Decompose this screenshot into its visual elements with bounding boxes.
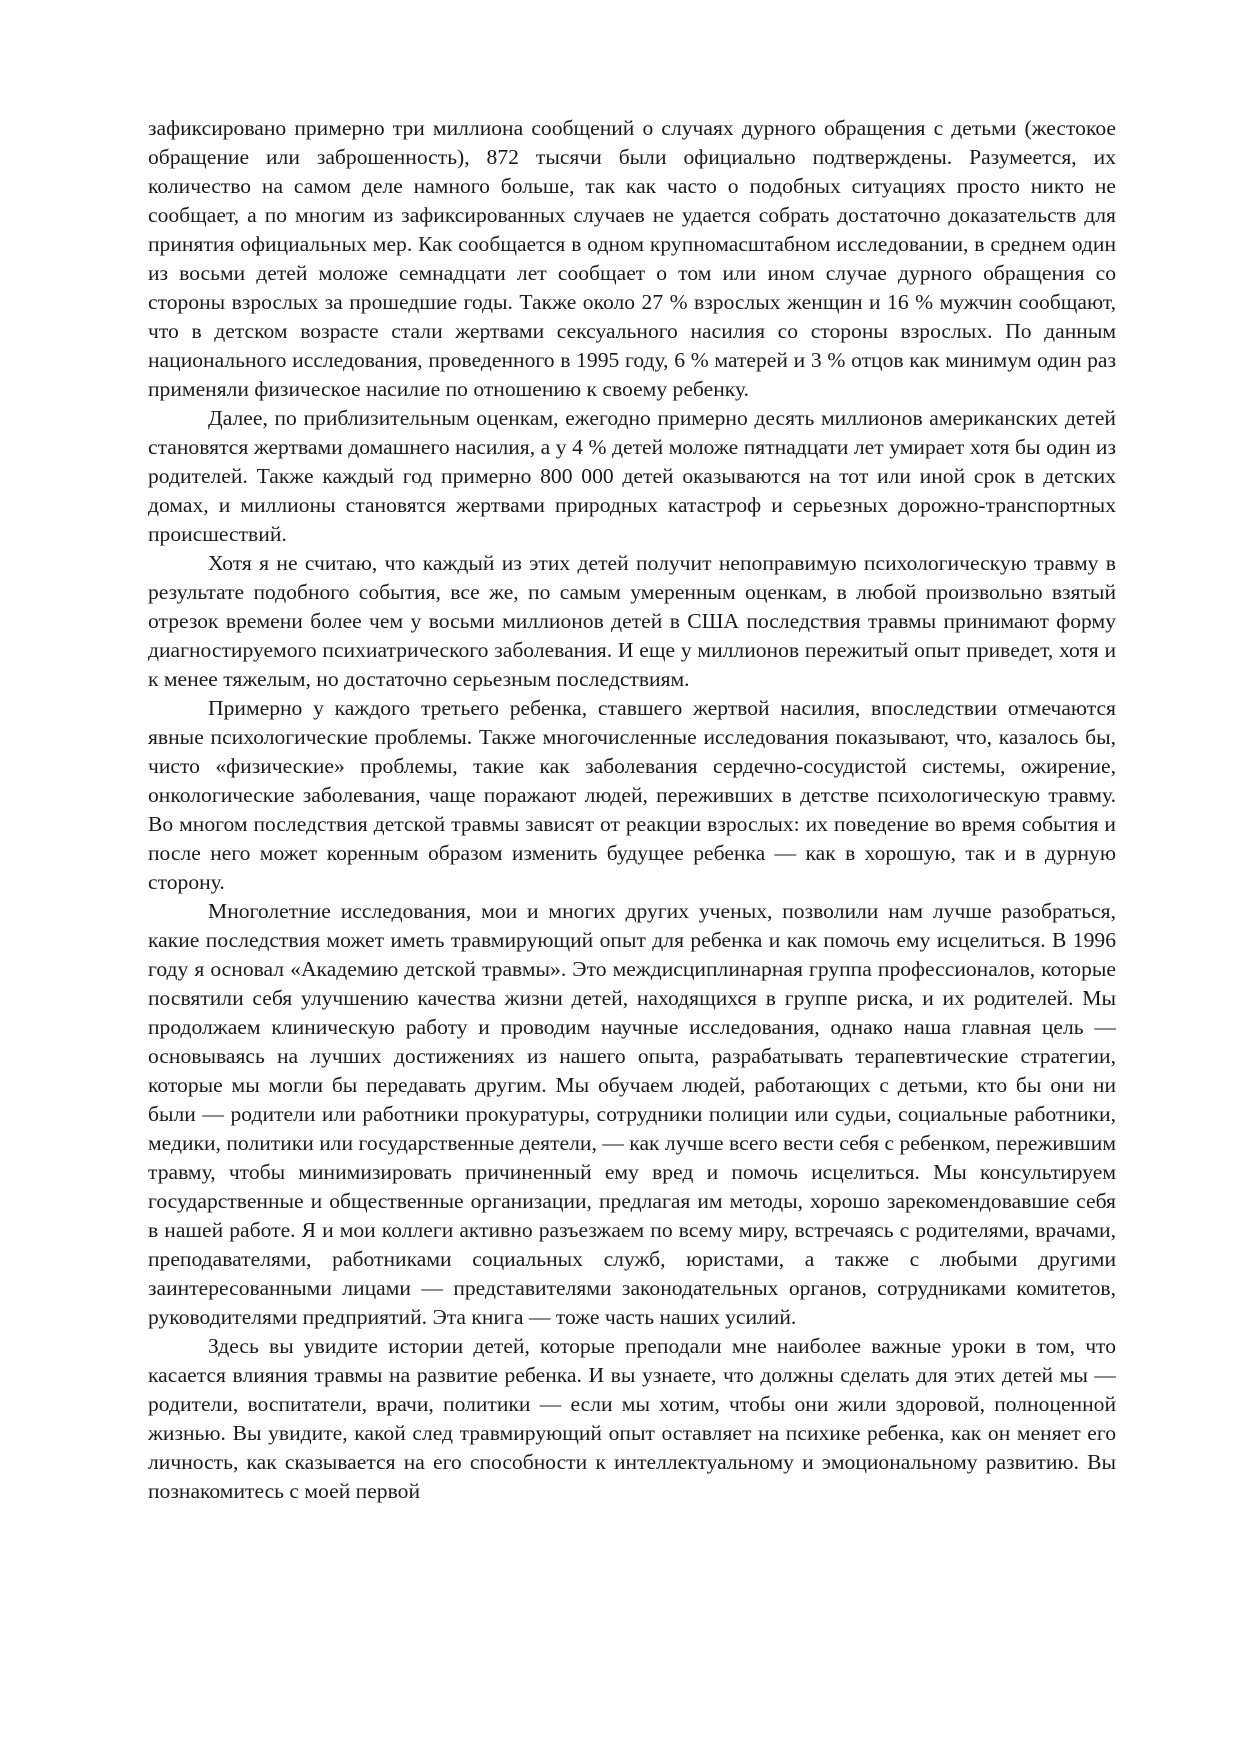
paragraph-5: Многолетние исследования, мои и многих других ученых, позволили нам лучше разобраться, какие последствия может иметь травмирующий опыт для ребенка и как помочь ему исцелиться. В 1996 году я основал «Академию детской травмы». Это междисциплинарная группа профессионалов, которые посвятили себя улучшению качества жизни детей, находящихся в группе риска, и их родителей. Мы продолжаем клиническую работу и проводим научные исследования, однако наша главная цель — основываясь на лучших достижениях из нашего опыта, разрабатывать терапевтические стратегии, которые мы могли бы передавать другим. Мы обучаем людей, работающих с детьми, кто бы они ни были — родители или работники прокуратуры, сотрудники полиции или судьи, социальные работники, медики, политики или государственные деятели, — как лучше всего вести себя с ребенком, пережившим травму, чтобы минимизировать причиненный ему вред и помочь исцелиться. Мы консультируем государственные и общественные организации, предлагая им методы, хорошо зарекомендовавшие себя в нашей работе. Я и мои коллеги активно разъезжаем по всему миру, встречаясь с родителями, врачами, преподавателями, работниками социальных служб, юристами, а также с любыми другими заинтересованными лицами — представителями законодательных органов, сотрудниками комитетов, руководителями предприятий. Эта книга — тоже часть наших усилий. <box>148 899 1116 1329</box>
paragraph-6: Здесь вы увидите истории детей, которые преподали мне наиболее важные уроки в том, что касается влияния травмы на развитие ребенка. И вы узнаете, что должны сделать для этих детей мы — родители, воспитатели, врачи, политики — если мы хотим, чтобы они жили здоровой, полноценной жизнью. Вы увидите, какой след травмирующий опыт оставляет на психике ребенка, как он меняет его личность, как сказывается на его способности к интеллектуальному и эмоциональному развитию. Вы познакомитесь с моей первой <box>148 1334 1116 1503</box>
paragraph-1: зафиксировано примерно три миллиона сообщений о случаях дурного обращения с детьми (жестокое обращение или заброшенность), 872 тысячи были официально подтверждены. Разумеется, их количество на самом деле намного больше, так как часто о подобных ситуациях просто никто не сообщает, а по многим из зафиксированных случаев не удается собрать достаточно доказательств для принятия официальных мер. Как сообщается в одном крупномасштабном исследовании, в среднем один из восьми детей моложе семнадцати лет сообщает о том или ином случае дурного обращения со стороны взрослых за прошедшие годы. Также около 27 % взрослых женщин и 16 % мужчин сообщают, что в детском возрасте стали жертвами сексуального насилия со стороны взрослых. По данным национального исследования, проведенного в 1995 году, 6 % матерей и 3 % отцов как минимум один раз применяли физическое насилие по отношению к своему ребенку. <box>148 116 1116 401</box>
paragraph-3: Хотя я не считаю, что каждый из этих детей получит непоправимую психологическую травму в результате подобного события, все же, по самым умеренным оценкам, в любой произвольно взятый отрезок времени более чем у восьми миллионов детей в США последствия травмы принимают форму диагностируемого психиатрического заболевания. И еще у миллионов пережитый опыт приведет, хотя и к менее тяжелым, но достаточно серьезным последствиям. <box>148 551 1116 691</box>
paragraph-4: Примерно у каждого третьего ребенка, ставшего жертвой насилия, впоследствии отмечаются явные психологические проблемы. Также многочисленные исследования показывают, что, казалось бы, чисто «физические» проблемы, такие как заболевания сердечно-сосудистой системы, ожирение, онкологические заболевания, чаще поражают людей, переживших в детстве психологическую травму. Во многом последствия детской травмы зависят от реакции взрослых: их поведение во время события и после него может коренным образом изменить будущее ребенка — как в хорошую, так и в дурную сторону. <box>148 696 1116 894</box>
paragraph-2: Далее, по приблизительным оценкам, ежегодно примерно десять миллионов американских детей становятся жертвами домашнего насилия, а у 4 % детей моложе пятнадцати лет умирает хотя бы один из родителей. Также каждый год примерно 800 000 детей оказываются на тот или иной срок в детских домах, и миллионы становятся жертвами природных катастроф и серьезных дорожно-транспортных происшествий. <box>148 406 1116 546</box>
document-page <box>148 114 1116 1506</box>
